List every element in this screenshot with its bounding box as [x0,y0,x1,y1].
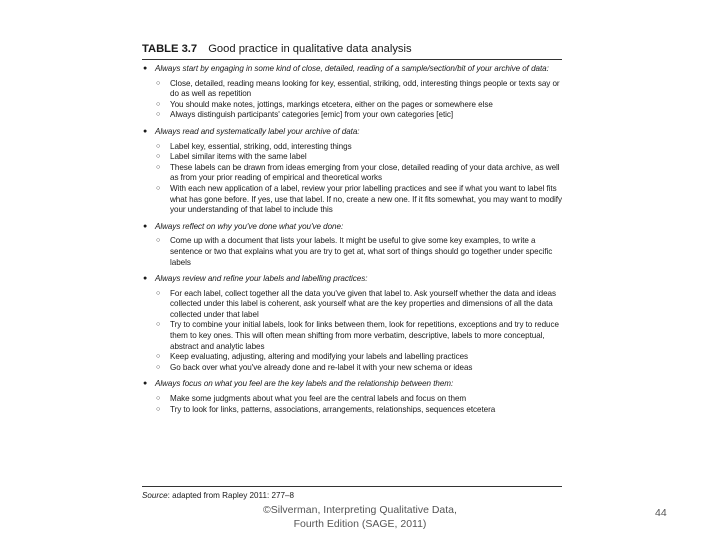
list-item [155,163,566,184]
citation-line-1: ©Silverman, Interpreting Qualitative Data, [263,504,457,516]
footer-citation [210,503,510,531]
list-item [155,79,566,100]
list-item-text: Make some judgments about what you feel are the central labels and focus on them [170,394,467,404]
list-item [155,100,566,111]
list-item-text: Go back over what you've already done and re-label it with your new schema or ideas [170,362,473,372]
hollow-circle-bullet-icon: ○ [156,100,161,108]
list-item [155,236,566,268]
list-item [155,363,566,374]
list-item-text: With each new application of a label, review your prior labelling practices and see if what you want to label fits what has gone before. If yes, use that label. If no, create a new one. If it fits somewhat, you may want to modify your understanding of that label to include this [170,183,563,215]
filled-circle-bullet-icon: ● [143,275,148,283]
list-item-text: Try to combine your initial labels, look for links between them, look for repetitions, exceptions and try to reduce them to key ones. This will often mean shifting from more verbatim, descriptive, labels to more conceptual, abstract and analytic labes [170,320,559,351]
hollow-circle-bullet-icon: ○ [156,405,161,413]
guideline-section [142,274,566,373]
list-item-text: These labels can be drawn from ideas emerging from your close, detailed reading of your data archive, as well as from your prior reading of empirical and theoretical works [170,162,560,183]
filled-circle-bullet-icon: ● [143,380,148,388]
list-item [155,394,566,405]
guideline-section [142,127,566,216]
list-item-text: You should make notes, jottings, markings etcetera, either on the pages or somewhere else [170,99,493,109]
list-item [155,110,566,121]
hollow-circle-bullet-icon: ○ [156,353,161,361]
slide-number: 44 [655,507,667,519]
section-heading: Always reflect on why you've done what you've done: [155,221,344,231]
section-items [155,142,566,216]
section-items [155,394,566,415]
table-title-text: Good practice in qualitative data analysis [208,43,412,55]
list-item-text: For each label, collect together all the data you've given that label to. Ask yourself whether the data and ideas collected under this label is coherent, ask yourself what are the key properties and dimensions of all the data collected under that label [170,288,556,319]
section-heading: Always review and refine your labels and labelling practices: [155,274,368,284]
source-text: : adapted from Rapley 2011: 277–8 [167,491,294,500]
list-item-text: Always distinguish participants' categories [emic] from your own categories [etic] [170,110,454,120]
list-item [155,289,566,321]
filled-circle-bullet-icon: ● [143,127,148,135]
list-item [155,152,566,163]
section-items [155,236,566,268]
guideline-section [142,379,566,415]
filled-circle-bullet-icon: ● [143,65,148,72]
list-item-text: Label similar items with the same label [170,152,307,162]
hollow-circle-bullet-icon: ○ [156,184,161,192]
table-body [142,64,566,415]
hollow-circle-bullet-icon: ○ [156,79,161,87]
list-item-text: Keep evaluating, adjusting, altering and modifying your labels and labelling practices [170,352,469,362]
hollow-circle-bullet-icon: ○ [156,111,161,119]
list-item [155,142,566,153]
hollow-circle-bullet-icon: ○ [156,321,161,329]
section-items [155,79,566,121]
table-label: TABLE 3.7 [142,43,198,55]
hollow-circle-bullet-icon: ○ [156,289,161,297]
list-item-text: Try to look for links, patterns, associations, arrangements, relationships, sequences etcetera [170,404,496,414]
section-heading: Always read and systematically label your archive of data: [155,126,360,136]
guideline-section [142,64,566,121]
filled-circle-bullet-icon: ● [143,222,148,230]
list-item-text: Label key, essential, striking, odd, interesting things [170,141,352,151]
table-top-rule [142,59,562,60]
list-item [155,405,566,416]
section-heading: Always focus on what you feel are the key labels and the relationship between them: [155,379,454,389]
list-item-text: Come up with a document that lists your labels. It might be useful to give some key examples, to write a sentence or two that explains what you are try to get at, what sort of things should go together under specific labels [170,236,553,267]
table-bottom-rule [142,486,562,487]
table-title [142,42,582,56]
citation-line-2: Fourth Edition (SAGE, 2011) [293,518,427,530]
hollow-circle-bullet-icon: ○ [156,153,161,161]
section-heading: Always start by engaging in some kind of close, detailed, reading of a sample/section/bit of your archive of data: [155,64,549,73]
list-item [155,320,566,352]
source-label: Source [142,491,168,500]
list-item [155,352,566,363]
guideline-section [142,222,566,268]
hollow-circle-bullet-icon: ○ [156,237,161,245]
list-item-text: Close, detailed, reading means looking for key, essential, striking, odd, interesting things people or texts say or do as well as repetition [170,78,560,99]
section-items [155,289,566,374]
hollow-circle-bullet-icon: ○ [156,363,161,371]
table-source [142,491,294,501]
hollow-circle-bullet-icon: ○ [156,163,161,171]
list-item [155,184,566,216]
hollow-circle-bullet-icon: ○ [156,142,161,150]
hollow-circle-bullet-icon: ○ [156,395,161,403]
